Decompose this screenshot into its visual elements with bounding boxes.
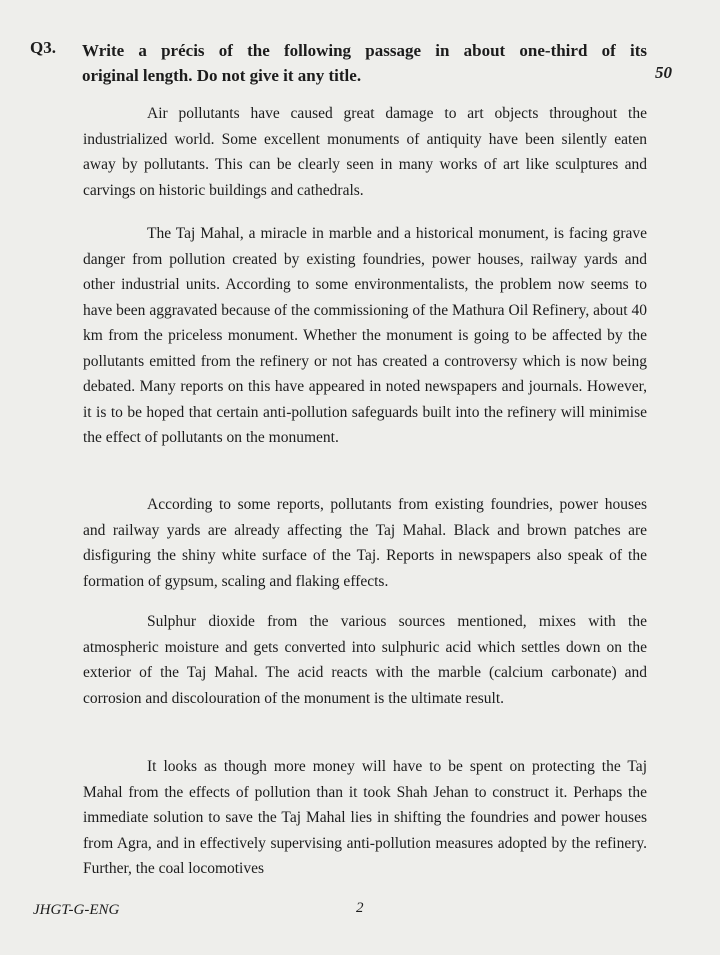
passage-paragraph-3: According to some reports, pollutants from existing foundries, power houses and railway yards are already affecting the Taj Mahal. Black and brown patches are disfiguring the shiny white surface of the Taj. Reports in newspapers also speak of the formation of gypsum, scaling and flaking effects. xyxy=(83,496,647,590)
paper-code: JHGT-G-ENG xyxy=(33,902,120,918)
passage-paragraph-1: Air pollutants have caused great damage to art objects throughout the industrialized world. Some excellent monuments of antiquity have been silently eaten away by pollutants. This can be clearly seen in many works of art like sculptures and carvings on historic buildings and cathedrals. xyxy=(83,105,647,199)
question-instruction xyxy=(82,38,647,88)
passage-paragraph-4: Sulphur dioxide from the various sources mentioned, mixes with the atmospheric moisture and gets converted into sulphuric acid which settles down on the exterior of the Taj Mahal. The acid reacts with the marble (calcium carbonate) and corrosion and discolouration of the monument is the ultimate result. xyxy=(83,613,647,707)
question-line-1: Write a précis of the following passage in about one-third of its xyxy=(82,41,647,60)
page-number: 2 xyxy=(356,900,364,916)
question-line-2: original length. Do not give it any title. xyxy=(82,66,362,85)
passage-paragraph-2: The Taj Mahal, a miracle in marble and a historical monument, is facing grave danger from pollution created by existing foundries, power houses, railway yards and other industrial units. According to some environmentalists, the problem now seems to have been aggravated because of the commissioning of the Mathura Oil Refinery, about 40 km from the priceless monument. Whether the monument is going to be affected by the pollutants emitted from the refinery or not has created a controversy which is now being debated. Many reports on this have appeared in noted newspapers and journals. However, it is to be hoped that certain anti-pollution safeguards built into the refinery will minimise the effect of pollutants on the monument. xyxy=(83,225,647,446)
question-number: Q3. xyxy=(30,38,56,57)
passage-paragraph-5: It looks as though more money will have to be spent on protecting the Taj Mahal from the effects of pollution than it took Shah Jehan to construct it. Perhaps the immediate solution to save the Taj Mahal lies in shifting the foundries and power houses from Agra, and in effectively supervising anti-pollution measures adopted by the refinery. Further, the coal locomotives xyxy=(83,758,647,877)
question-marks: 50 xyxy=(655,63,672,82)
